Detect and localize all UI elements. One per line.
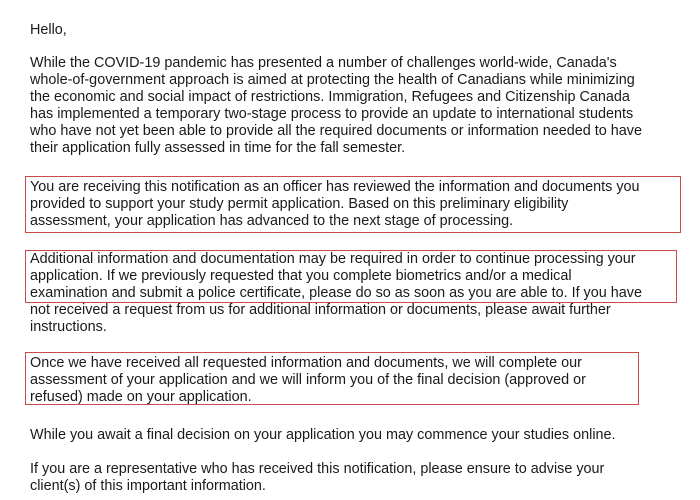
paragraph-line: If you are a representative who has received this notification, please ensure to advise your bbox=[30, 461, 605, 477]
paragraph-line: Once we have received all requested information and documents, we will complete our bbox=[30, 355, 582, 371]
paragraph-line: instructions. bbox=[30, 319, 107, 335]
paragraph-line: application. If we previously requested that you complete biometrics and/or a medical bbox=[30, 268, 572, 284]
paragraph-line: has implemented a temporary two-stage process to provide an update to international students bbox=[30, 106, 634, 122]
paragraph-line: examination and submit a police certificate, please do so as soon as you are able to. If you have bbox=[30, 285, 642, 301]
paragraph-line: client(s) of this important information. bbox=[30, 478, 266, 494]
paragraph-line: You are receiving this notification as an officer has reviewed the information and documents you bbox=[30, 179, 640, 195]
paragraph-line: Additional information and documentation may be required in order to continue processing your bbox=[30, 251, 636, 267]
paragraph-line: not received a request from us for additional information or documents, please await further bbox=[30, 302, 611, 318]
paragraph-line: While the COVID-19 pandemic has presented a number of challenges world-wide, Canada's bbox=[30, 55, 617, 71]
paragraph-line: whole-of-government approach is aimed at protecting the health of Canadians while minimizing bbox=[30, 72, 635, 88]
paragraph-line: assessment, your application has advanced to the next stage of processing. bbox=[30, 213, 514, 229]
paragraph-line: the economic and social impact of restrictions. Immigration, Refugees and Citizenship Canada bbox=[30, 89, 630, 105]
paragraph-line: refused) made on your application. bbox=[30, 389, 252, 405]
paragraph-line: their application fully assessed in time for the fall semester. bbox=[30, 140, 406, 156]
greeting: Hello, bbox=[30, 22, 67, 38]
paragraph-line: provided to support your study permit application. Based on this preliminary eligibility bbox=[30, 196, 569, 212]
paragraph-line: While you await a final decision on your application you may commence your studies online. bbox=[30, 427, 616, 443]
paragraph-line: who have not yet been able to provide all the required documents or information needed to have bbox=[30, 123, 643, 139]
paragraph-line: assessment of your application and we will inform you of the final decision (approved or bbox=[30, 372, 586, 388]
